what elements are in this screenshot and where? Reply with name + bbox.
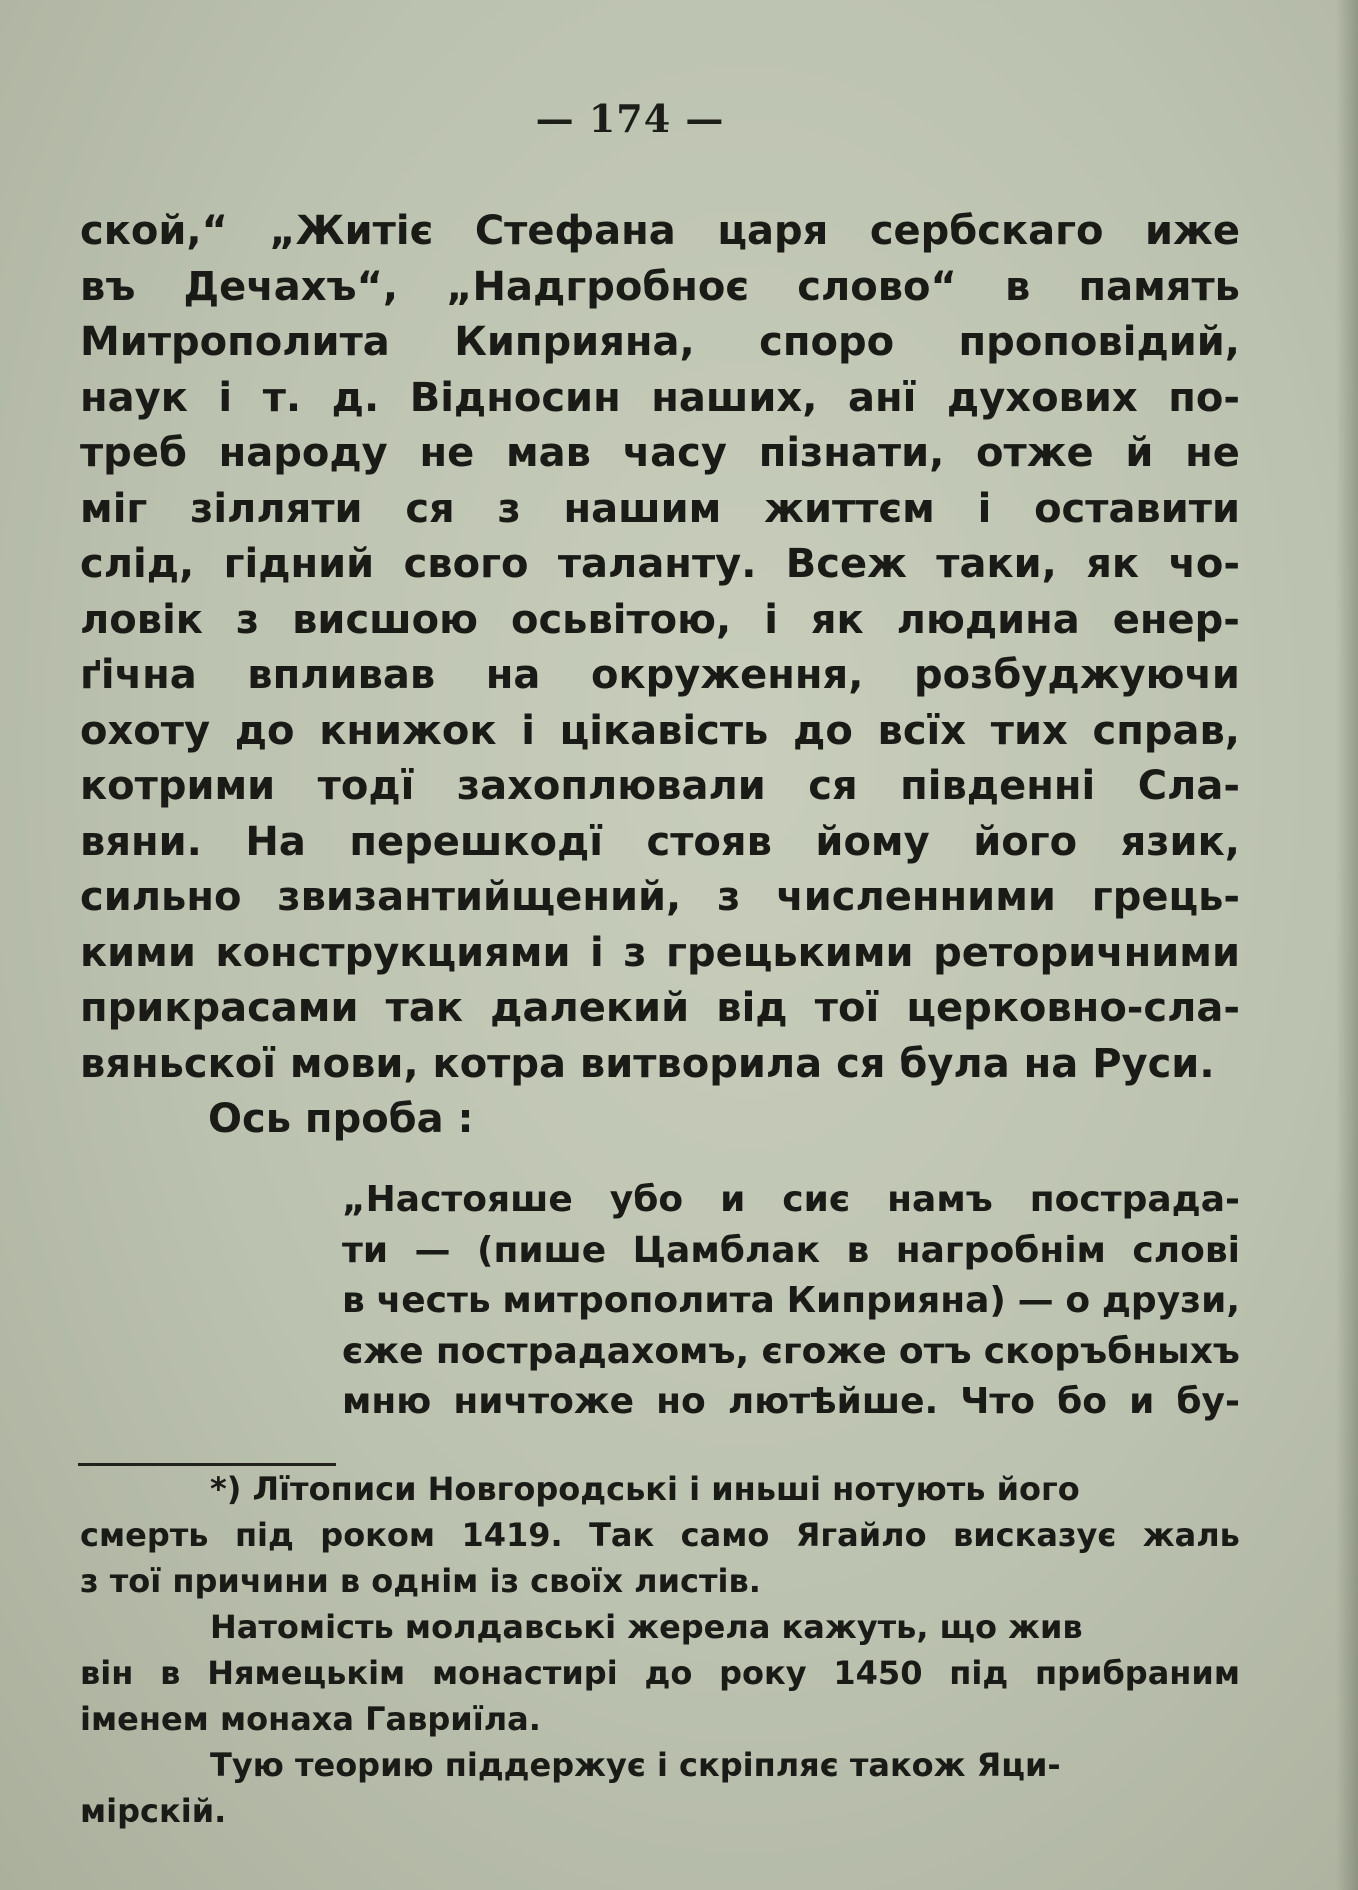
body-line: сильно звизантийщений, з численними грець- (80, 874, 1240, 920)
quote-line: в честь митрополита Киприяна) — о друзи, (342, 1280, 1240, 1321)
body-line: вяни. На перешкодї стояв йому його язик, (80, 818, 1240, 865)
body-line: Митрополита Киприяна, споро проповідий, (80, 319, 1240, 365)
body-line: міг зілляти ся з нашим життєм і оставити (80, 485, 1240, 532)
page-number: — 174 — (535, 96, 725, 141)
body-line: слід, гідний свого таланту. Всеж таки, як чо- (80, 541, 1240, 587)
footnote-line: він в Нямецькім монастирі до року 1450 під прибраним (80, 1654, 1240, 1692)
footnote-line: мірскій. (80, 1792, 227, 1830)
body-line-sample-intro: Ось проба : (208, 1096, 474, 1142)
quote-line: „Настояше убо и сиє намъ пострада- (342, 1179, 1240, 1220)
quotation-block (342, 1175, 1240, 1428)
body-line: наук і т. д. Відносин наших, анї духових по- (80, 374, 1240, 421)
body-line: ґічна впливав на окруження, розбуджуючи (80, 652, 1240, 698)
body-line: треб народу не мав часу пізнати, отже й не (80, 430, 1240, 476)
footnote-line: Натомість молдавські жерела кажуть, що жив (210, 1608, 1083, 1646)
body-line: ловік з висшою осьвітою, і як людина енер- (80, 596, 1240, 643)
footnote-line: іменем монаха Гавриїла. (80, 1700, 541, 1738)
body-line: охоту до книжок і цікавість до всїх тих справ, (80, 707, 1240, 754)
body-line: прикрасами так далекий від тої церковно-сла- (80, 985, 1240, 1031)
body-line: вяньскої мови, котра витворила ся була на Руси. (80, 1040, 1215, 1087)
page-edge-shadow (1336, 0, 1358, 1890)
footnote-line: *) Лїтописи Новгородські і иньші нотують його (210, 1470, 1080, 1508)
footnotes (80, 1466, 1240, 1834)
body-line: въ Дечахъ“, „Надгробноє слово“ в память (80, 263, 1240, 310)
quote-line: єже пострадахомъ, єгоже отъ скоръбныхъ (342, 1330, 1240, 1372)
body-line: кими конструкциями і з грецькими реторичними (80, 929, 1240, 976)
body-line: котрими тодї захоплювали ся південні Сла- (80, 763, 1240, 809)
quote-line: ти — (пише Цамблак в нагробнім слові (342, 1229, 1240, 1271)
body-line: ской,“ „Житіє Стефана царя сербскаго иже (80, 208, 1240, 254)
quote-line: мню ничтоже но лютѣйше. Что бо и бу- (342, 1381, 1240, 1422)
footnote-line: смерть під роком 1419. Так само Ягайло висказує жаль (80, 1516, 1240, 1554)
footnote-line: з тої причини в однім із своїх листів. (80, 1562, 761, 1600)
main-text (80, 204, 1240, 1148)
footnote-line: Тую теорию піддержує і скріпляє також Яци- (210, 1746, 1061, 1784)
